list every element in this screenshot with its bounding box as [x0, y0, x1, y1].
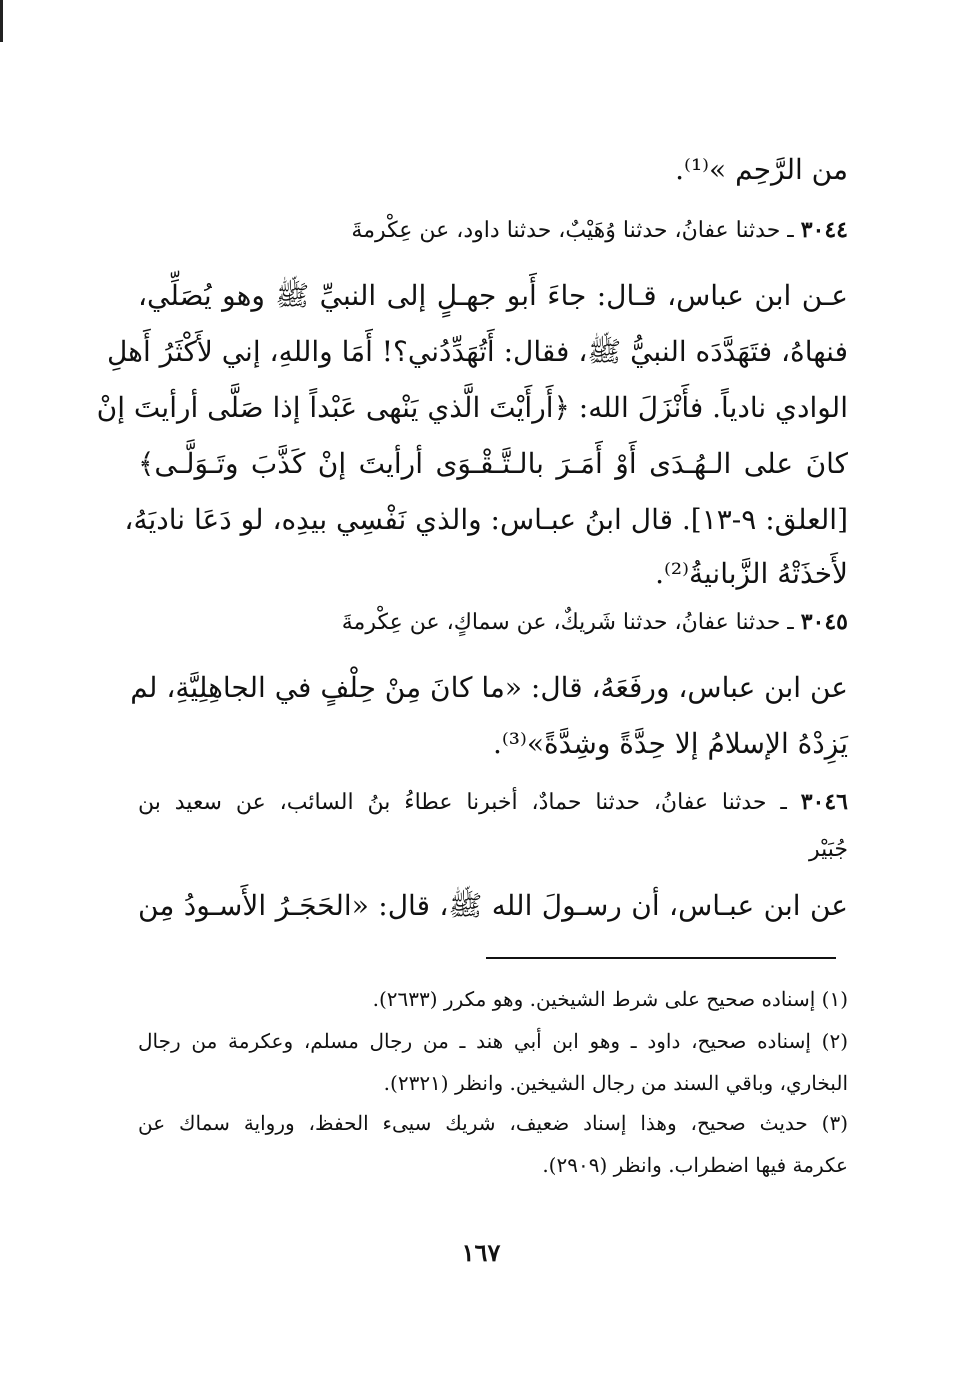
text-line: [العلق: ٩-١٣]. قال ابنُ عبـاس: والذي نَفْسِي بيدِه، لو دَعَا ناديَهُ،	[124, 503, 848, 536]
scan-edge-mark	[0, 0, 3, 42]
isnad-text: ـ حدثنا عفانُ، حدثنا وُهَيْبٌ، حدثنا داود، عن عِكْرمةَ	[351, 218, 801, 243]
hadith-number: ٣٠٤٦	[800, 789, 848, 815]
hadith-number: ٣٠٤٥	[800, 609, 848, 635]
text-line: يَزِدْهُ الإسلامُ إلا حِدَّةً وشِدَّةً»⁽³⁾.	[492, 727, 848, 760]
text-line: عن ابن عبـاس، أن رسـولَ الله ﷺ، قال: «الحَجَـرُ الأَسـودُ مِن	[138, 889, 848, 922]
text-line: من الرَّحِم »⁽¹⁾.	[675, 153, 848, 186]
footnote-1: (١) إسناده صحيح على شرط الشيخين. وهو مكرر (٢٦٣٣).	[372, 987, 848, 1011]
isnad-text: ـ حدثنا عفانُ، حدثنا شَريكٌ، عن سماكٍ، عن عِكْرمةَ	[341, 610, 801, 635]
text-line: فنهاهُ، فتَهَدَّدَه النبيُّ ﷺ، فقال: أَتُهَدِّدُني؟! أَمَا واللهِ، إني لأَكْثَرُ أَهلِ	[106, 335, 848, 368]
text-line: لأَخذَتْهُ الزَّبانيةُ⁽²⁾.	[655, 557, 848, 590]
hadith-number: ٣٠٤٤	[800, 217, 848, 243]
quran-verse-line: كانَ على الـهُـدَى أَوْ أَمَـرَ بالـتَّـقْـوَى أرأيتَ إنْ كَذَّبَ وتَـوَلَّـى﴾	[138, 447, 848, 480]
text-line: عن ابن عباس، ورفَعَهُ، قال: «ما كانَ مِنْ حِلْفٍ في الجاهِلِيَّةِ، لم	[130, 671, 848, 704]
hadith-3044-header	[138, 210, 848, 251]
hadith-3045-header	[138, 602, 848, 643]
isnad-text: ـ حدثنا عفانُ، حدثنا حمادٌ، أخبرنا عطاءُ بنُ السائب، عن سعيد بن	[138, 790, 801, 815]
hadith-3046-header	[138, 782, 848, 823]
text-line: عـن ابن عباس، قـال: جاءَ أَبو جهـلٍ إلى النبيِّ ﷺ وهو يُصَلِّي،	[138, 279, 848, 312]
footnote-3-line-2: عكرمة فيها اضطراب. وانظر (٢٩٠٩).	[542, 1153, 848, 1177]
page-number: ١٦٧	[461, 1238, 501, 1267]
footnote-2-line-2: البخاري، وباقي السند من رجال الشيخين. وانظر (٢٣٢١).	[383, 1071, 848, 1095]
footnote-2-line-1: (٢) إسناده صحيح، داود ـ وهو ابن أبي هند ـ من رجال مسلم، وعكرمة من رجال	[138, 1029, 848, 1053]
text-line: الوادي نادياً. فأَنْزَلَ الله: ﴿أَرأَيْتَ الَّذي يَنْهى عَبْداً إذا صَلَّى أرأيتَ إنْ	[96, 391, 848, 424]
footnote-divider	[486, 957, 836, 959]
isnad-continuation: جُبَيْر	[808, 837, 848, 862]
footnote-3-line-1: (٣) حديث صحيح، وهذا إسناد ضعيف، شريك سيىء الحفظ، ورواية سماك عن	[138, 1111, 848, 1135]
